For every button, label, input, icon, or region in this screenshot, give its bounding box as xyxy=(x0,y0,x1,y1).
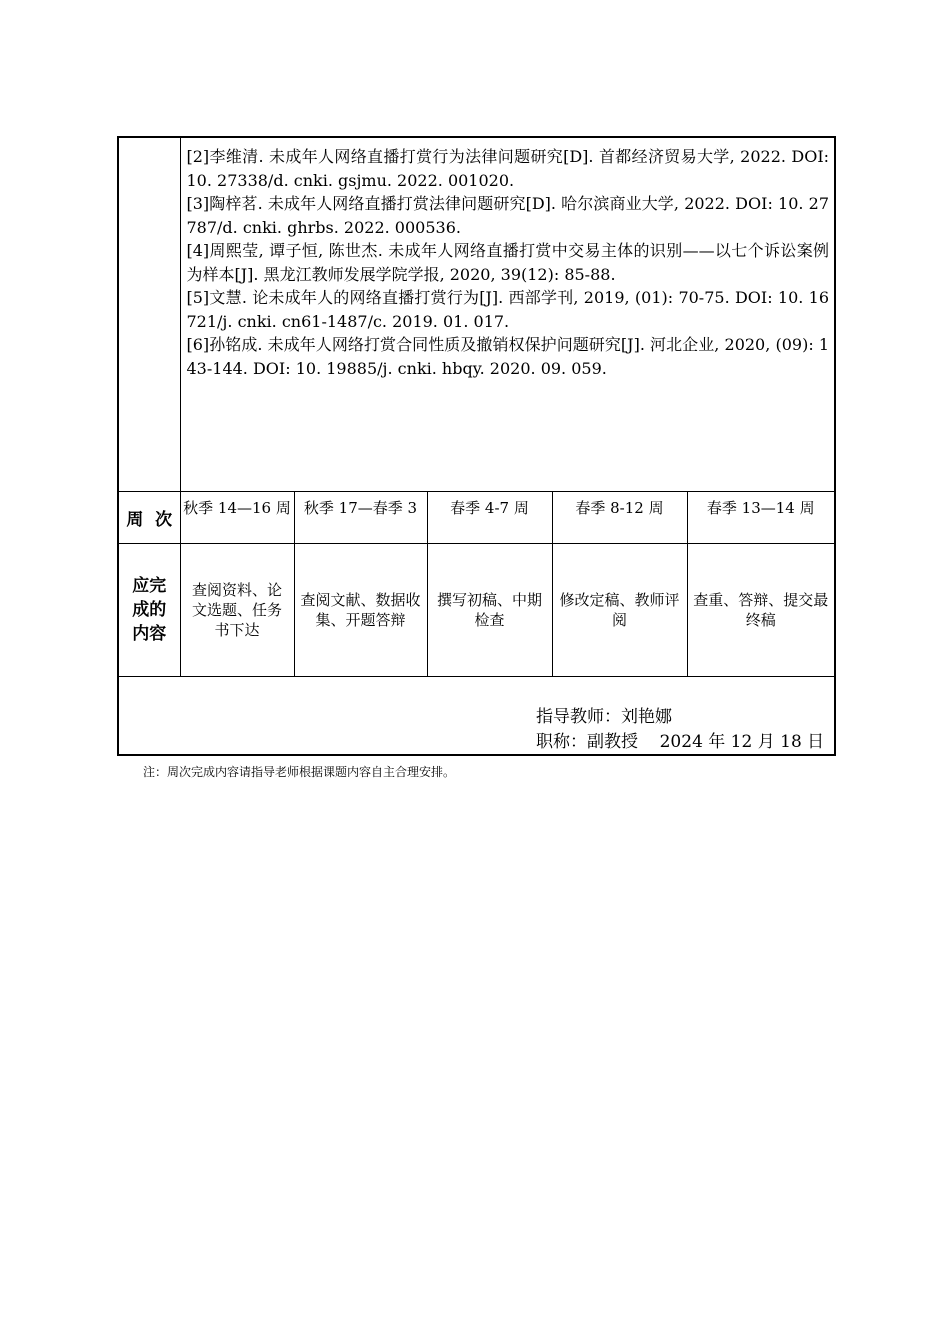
advisor-line: 指导教师：刘艳娜 xyxy=(536,706,672,727)
task-cell: 撰写初稿、中期检查 xyxy=(427,543,552,676)
task-cell: 修改定稿、教师评阅 xyxy=(552,543,687,676)
task-cell: 查重、答辩、提交最终稿 xyxy=(687,543,835,676)
signature-block xyxy=(536,705,824,755)
reference-item: [2]李维清. 未成年人网络直播打赏行为法律问题研究[D]. 首都经济贸易大学, 2022. DOI: 10. 27338/d. cnki. gsjmu. 2022. 001020. xyxy=(186,147,830,190)
week-cell: 春季 8-12 周 xyxy=(552,491,687,543)
week-cell: 秋季 17—春季 3 xyxy=(294,491,427,543)
references-cell xyxy=(180,137,835,491)
week-cell: 秋季 14—16 周 xyxy=(180,491,294,543)
title-date-line: 职称：副教授 2024 年 12 月 18 日 xyxy=(536,731,825,752)
reference-item: [4]周熙莹, 谭子恒, 陈世杰. 未成年人网络直播打赏中交易主体的识别——以七个诉讼案例为样本[J]. 黑龙江教师发展学院学报, 2020, 39(12): 85-88. xyxy=(186,241,830,284)
task-cell: 查阅文献、数据收集、开题答辩 xyxy=(294,543,427,676)
signature-cell xyxy=(118,676,835,755)
reference-item: [5]文慧. 论未成年人的网络直播打赏行为[J]. 西部学刊, 2019, (01): 70-75. DOI: 10. 16721/j. cnki. cn61-1487/c. 2019. 01. 017. xyxy=(186,288,830,331)
week-header: 周 次 xyxy=(118,491,180,543)
task-table xyxy=(117,136,836,756)
reference-item: [6]孙铭成. 未成年人网络打赏合同性质及撤销权保护问题研究[J]. 河北企业, 2020, (09): 143-144. DOI: 10. 19885/j. cnki. hbqy. 2020. 09. 059. xyxy=(186,335,830,378)
week-cell: 春季 4-7 周 xyxy=(427,491,552,543)
content-header-text: 应完成的内容 xyxy=(132,575,167,644)
task-cell: 查阅资料、论文选题、任务书下达 xyxy=(180,543,294,676)
reference-item: [3]陶梓茗. 未成年人网络直播打赏法律问题研究[D]. 哈尔滨商业大学, 2022. DOI: 10. 27787/d. cnki. ghrbs. 2022. 000536. xyxy=(186,194,830,237)
content-header xyxy=(118,543,180,676)
week-cell: 春季 13—14 周 xyxy=(687,491,835,543)
footnote: 注：周次完成内容请指导老师根据课题内容自主合理安排。 xyxy=(143,765,456,779)
refs-label-cell xyxy=(118,137,180,491)
